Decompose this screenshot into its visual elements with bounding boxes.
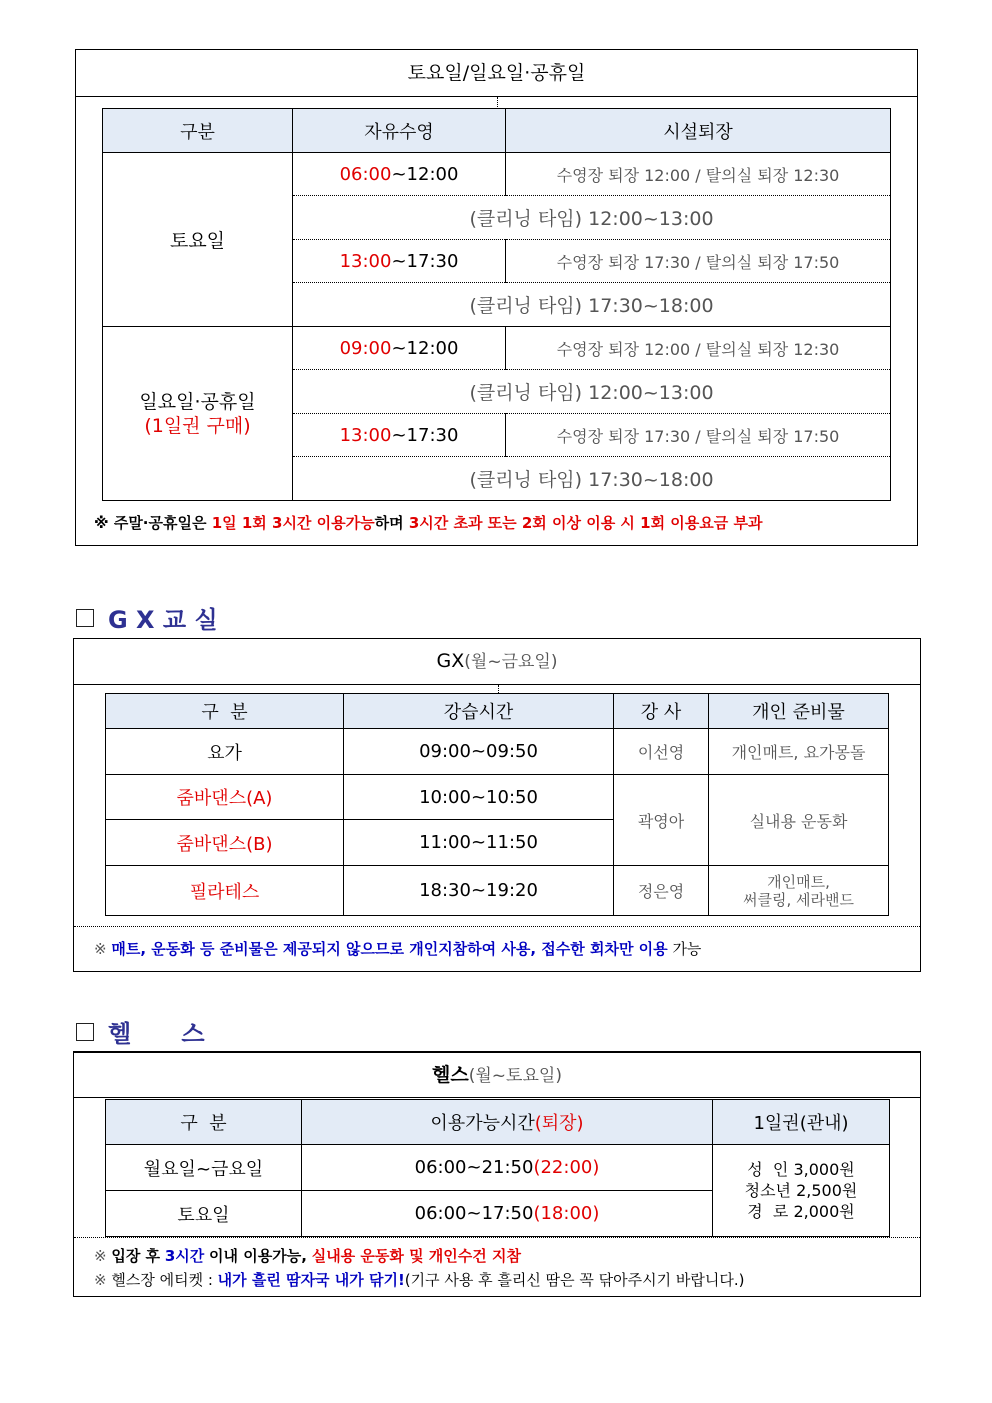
- gx-class-table: [105, 693, 889, 916]
- saturday-label: 토요일: [103, 153, 293, 327]
- class-name: 필라테스: [106, 866, 344, 916]
- health-box-title: 헬스(월~토요일): [74, 1053, 920, 1098]
- exit-time: 수영장 퇴장 12:00 / 탈의실 퇴장 12:30: [506, 327, 891, 370]
- divider: [74, 926, 920, 927]
- swim-time: 09:00~12:00: [293, 327, 506, 370]
- class-time: 18:30~19:20: [344, 866, 614, 916]
- table-row: [103, 327, 891, 370]
- header-day-pass: 1일권(관내): [713, 1100, 890, 1145]
- gx-section-heading: G X 교 실: [76, 600, 218, 635]
- supplies: 개인매트, 요가몽돌: [709, 729, 889, 775]
- table-row: [106, 1145, 890, 1191]
- gx-schedule-box: [73, 638, 921, 972]
- health-section-heading: 헬 스: [76, 1014, 205, 1049]
- hours: 06:00~21:50(22:00): [302, 1145, 713, 1191]
- header-available-hours: 이용가능시간(퇴장): [302, 1100, 713, 1145]
- header-category: 구 분: [106, 1100, 302, 1145]
- supplies: 실내용 운동화: [709, 775, 889, 866]
- class-time: 09:00~09:50: [344, 729, 614, 775]
- header-class: 구 분: [106, 694, 344, 729]
- exit-time: 수영장 퇴장 12:00 / 탈의실 퇴장 12:30: [506, 153, 891, 196]
- header-supplies: 개인 준비물: [709, 694, 889, 729]
- cleaning-time: (클리닝 타임) 17:30~18:00: [293, 283, 891, 327]
- instructor: 정은영: [614, 866, 709, 916]
- cleaning-time: (클리닝 타임) 17:30~18:00: [293, 457, 891, 501]
- divider: [74, 1237, 920, 1238]
- table-row: [103, 153, 891, 196]
- weekend-note: ※ 주말·공휴일은 1일 1회 3시간 이용가능하며 3시간 초과 또는 2회 이상 이용 시 1회 이용요금 부과: [94, 514, 763, 532]
- hours: 06:00~17:50(18:00): [302, 1191, 713, 1237]
- class-name: 줌바댄스(B): [106, 820, 344, 866]
- one-day-pass-note: (1일권 구매): [144, 414, 251, 437]
- class-time: 10:00~10:50: [344, 775, 614, 820]
- header-instructor: 강 사: [614, 694, 709, 729]
- table-row: [106, 775, 889, 820]
- price-senior: 경 로 2,000원: [747, 1202, 855, 1221]
- class-name: 줌바댄스(A): [106, 775, 344, 820]
- instructor: 이선영: [614, 729, 709, 775]
- header-free-swim: 자유수영: [293, 109, 506, 153]
- divider: [497, 97, 498, 107]
- exit-time: 수영장 퇴장 17:30 / 탈의실 퇴장 17:50: [506, 240, 891, 283]
- day-range: 토요일: [106, 1191, 302, 1237]
- weekend-schedule-table: [102, 108, 891, 501]
- cleaning-time: (클리닝 타임) 12:00~13:00: [293, 196, 891, 240]
- checkbox-square-icon: [76, 1023, 94, 1041]
- cleaning-time: (클리닝 타임) 12:00~13:00: [293, 370, 891, 414]
- weekend-box-title: 토요일/일요일·공휴일: [76, 50, 917, 97]
- instructor: 곽영아: [614, 775, 709, 866]
- class-name: 요가: [106, 729, 344, 775]
- header-facility-exit: 시설퇴장: [506, 109, 891, 153]
- health-note-2: ※ 헬스장 에티켓 : 내가 흘린 땀자국 내가 닦기!(기구 사용 후 흘리신 땀은 꼭 닦아주시기 바랍니다.): [94, 1271, 745, 1289]
- header-class-time: 강습시간: [344, 694, 614, 729]
- price-youth: 청소년 2,500원: [744, 1181, 858, 1200]
- header-category: 구분: [103, 109, 293, 153]
- swim-time: 13:00~17:30: [293, 414, 506, 457]
- day-pass-prices: [713, 1145, 890, 1237]
- class-time: 11:00~11:50: [344, 820, 614, 866]
- table-row: [106, 729, 889, 775]
- gx-box-title: GX(월~금요일): [74, 639, 920, 685]
- health-hours-table: [105, 1099, 890, 1237]
- price-adult: 성 인 3,000원: [747, 1160, 855, 1179]
- exit-time: 수영장 퇴장 17:30 / 탈의실 퇴장 17:50: [506, 414, 891, 457]
- checkbox-square-icon: [76, 609, 94, 627]
- swim-time: 13:00~17:30: [293, 240, 506, 283]
- gx-note: ※ 매트, 운동화 등 준비물은 제공되지 않으므로 개인지참하여 사용, 접수한 회차만 이용 가능: [94, 940, 702, 958]
- health-schedule-box: [73, 1051, 921, 1297]
- weekend-schedule-box: [75, 49, 918, 546]
- supplies: 개인매트, 써클링, 세라밴드: [709, 866, 889, 916]
- day-range: 월요일~금요일: [106, 1145, 302, 1191]
- sunday-label: 일요일·공휴일 (1일권 구매): [103, 327, 293, 501]
- swim-time: 06:00~12:00: [293, 153, 506, 196]
- divider: [498, 685, 499, 693]
- table-row: [106, 866, 889, 916]
- health-note-1: ※ 입장 후 3시간 이내 이용가능, 실내용 운동화 및 개인수건 지참: [94, 1247, 521, 1265]
